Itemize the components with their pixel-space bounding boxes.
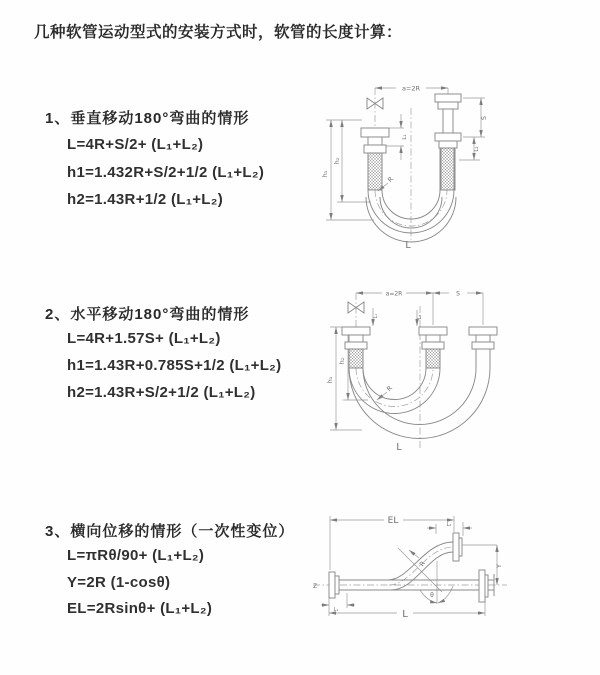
hose-arcs — [349, 349, 490, 439]
diagram-vertical-movement-180-bend — [315, 82, 530, 250]
dim-label-h1: h₁ — [321, 170, 329, 178]
centerlines — [313, 547, 507, 585]
dim-label-r: R — [385, 384, 395, 394]
centerlines — [356, 290, 420, 448]
dim-label-y: Y — [495, 564, 503, 568]
diagram-horizontal-movement-180-bend — [315, 288, 530, 455]
dim-label-l1: L₁ — [374, 313, 379, 319]
section-1-formula-L: L=4R+S/2+ (L₁+L₂) — [67, 136, 204, 153]
dim-label-r: R — [386, 175, 396, 185]
axis-label-z: Z — [312, 583, 318, 590]
section-2-formula-h2: h2=1.43R+S/2+1/2 (L₁+L₂) — [67, 384, 256, 401]
dim-lines — [321, 516, 497, 616]
dim-label-l2: L₂ — [418, 314, 423, 320]
lower-right-flange — [479, 570, 494, 602]
right-flange — [469, 327, 497, 349]
middle-flange — [419, 327, 447, 368]
dim-label-a2r: a=2R — [385, 290, 403, 298]
dim-label-l: L — [402, 609, 408, 620]
left-flange — [361, 128, 389, 190]
dim-label-l: L — [405, 240, 411, 251]
section-1-formula-h2: h2=1.43R+1/2 (L₁+L₂) — [67, 191, 224, 208]
upper-right-flange — [453, 533, 462, 561]
section-2-formula-L: L=4R+1.57S+ (L₁+L₂) — [67, 330, 221, 347]
section-2-heading: 2、水平移动180°弯曲的情形 — [45, 306, 250, 323]
left-flange — [342, 327, 370, 368]
dim-label-theta: θ — [430, 592, 434, 599]
section-1-formula-h1: h1=1.432R+S/2+1/2 (L₁+L₂) — [67, 164, 265, 181]
right-flange — [435, 94, 461, 190]
dim-label-h2: h₂ — [333, 157, 341, 165]
dim-label-s: S — [480, 115, 488, 121]
diagram-lateral-displacement — [305, 510, 535, 636]
section-2-formula-h1: h1=1.43R+0.785S+1/2 (L₁+L₂) — [67, 357, 282, 374]
section-3-formula-EL: EL=2Rsinθ+ (L₁+L₂) — [67, 600, 213, 617]
dim-label-a2r: a=2R — [401, 84, 421, 93]
dim-label-h1: h₁ — [326, 376, 334, 384]
section-1-heading: 1、垂直移动180°弯曲的情形 — [45, 110, 250, 127]
dim-label-s: S — [456, 290, 460, 298]
document-title: 几种软管运动型式的安装方式时，软管的长度计算： — [34, 24, 403, 41]
dim-label-h2: h₂ — [338, 357, 346, 365]
diagram-1-labels — [321, 85, 488, 252]
section-3-heading: 3、横向位移的情形（一次性变位） — [45, 523, 295, 540]
section-3-formula-L: L=πRθ/90+ (L₁+L₂) — [67, 547, 205, 564]
dim-label-l2: L₂ — [474, 146, 480, 152]
left-flange — [329, 572, 339, 598]
dim-lines — [326, 88, 485, 220]
dim-label-el: EL — [387, 516, 399, 526]
dim-label-l1: L₁ — [402, 134, 408, 140]
dim-label-l: L — [396, 442, 402, 453]
dim-label-l1: L₁ — [333, 608, 339, 613]
dim-label-r: R — [417, 559, 427, 569]
diagram-3-labels — [313, 516, 503, 620]
dim-label-l2: L₂ — [446, 522, 452, 528]
section-3-formula-Y: Y=2R (1-cosθ) — [67, 574, 171, 591]
